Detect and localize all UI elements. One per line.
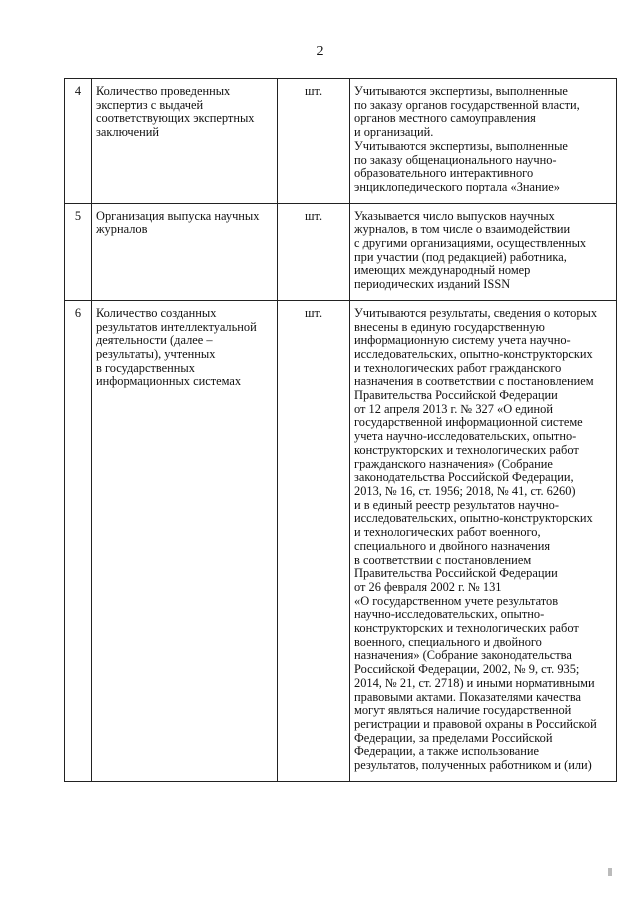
indicator-note-line: в соответствии с постановлением bbox=[354, 552, 532, 567]
indicator-note-line: Правительства Российской Федерации bbox=[354, 388, 558, 403]
indicator-note-line: с другими организациями, осуществленных bbox=[354, 236, 587, 251]
indicator-note-line: могут являться наличие государственной bbox=[354, 703, 572, 718]
indicator-note-line: при участии (под редакцией) работника, bbox=[354, 249, 567, 264]
indicator-note bbox=[350, 300, 617, 781]
table-row bbox=[65, 79, 617, 204]
indicator-name-line: соответствующих экспертных bbox=[96, 111, 255, 126]
row-number: 5 bbox=[65, 203, 92, 300]
indicator-note-line: Федерации, за пределами Российской bbox=[354, 730, 553, 745]
indicator-note-line: информационную систему учета научно- bbox=[354, 333, 571, 348]
indicator-note-line: правовыми актами. Показателями качества bbox=[354, 689, 582, 704]
indicator-name-line: заключений bbox=[96, 125, 160, 140]
page-number: 2 bbox=[316, 44, 324, 59]
indicator-name bbox=[92, 300, 278, 781]
indicator-note-line: назначения в соответствии с постановлением bbox=[354, 374, 594, 389]
indicator-note-line: Учитываются результаты, сведения о которых bbox=[354, 305, 598, 320]
scan-mark bbox=[608, 868, 612, 876]
indicator-note-line: по заказу общенационального научно- bbox=[354, 152, 557, 167]
indicator-note-line: внесены в единую государственную bbox=[354, 319, 545, 334]
indicator-note-line: энциклопедического портала «Знание» bbox=[354, 179, 561, 194]
indicator-note-line: и технологических работ гражданского bbox=[354, 360, 562, 375]
table-row bbox=[65, 203, 617, 300]
indicator-name-line: журналов bbox=[96, 222, 148, 237]
indicator-note-line: органов местного самоуправления bbox=[354, 111, 536, 126]
indicator-note-line: и в единый реестр результатов научно- bbox=[354, 497, 560, 512]
unit-of-measure: шт. bbox=[278, 300, 350, 781]
indicator-note-line: конструкторских и технологических работ bbox=[354, 442, 579, 457]
indicator-note-line: специального и двойного назначения bbox=[354, 538, 551, 553]
indicator-note-line: Учитываются экспертизы, выполненные bbox=[354, 84, 568, 98]
indicator-note-line: периодических изданий ISSN bbox=[354, 277, 511, 292]
indicator-note-line: государственной информационной системе bbox=[354, 415, 583, 430]
indicator-note-line: имеющих международный номер bbox=[354, 263, 531, 278]
indicators-table bbox=[64, 78, 617, 782]
indicator-name bbox=[92, 203, 278, 300]
unit-of-measure: шт. bbox=[278, 203, 350, 300]
unit-of-measure: шт. bbox=[278, 79, 350, 204]
indicator-name-line: Количество проведенных bbox=[96, 84, 231, 98]
indicator-note-line: конструкторских и технологических работ bbox=[354, 621, 579, 636]
indicator-note-line: законодательства Российской Федерации, bbox=[354, 470, 574, 485]
indicator-note-line: от 26 февраля 2002 г. № 131 bbox=[354, 579, 502, 594]
indicator-note-line: образовательного интерактивного bbox=[354, 166, 534, 181]
indicator-note-line: исследовательских, опытно-конструкторских bbox=[354, 511, 593, 526]
indicator-note-line: Российской Федерации, 2002, № 9, ст. 935; bbox=[354, 662, 580, 677]
indicator-note-line: военного, специального и двойного bbox=[354, 634, 542, 649]
indicator-note-line: «О государственном учете результатов bbox=[354, 593, 559, 608]
indicator-note-line: Правительства Российской Федерации bbox=[354, 566, 558, 581]
indicator-note-line: Учитываются экспертизы, выполненные bbox=[354, 138, 568, 153]
indicator-name-line: Организация выпуска научных bbox=[96, 208, 260, 223]
indicator-name-line: информационных системах bbox=[96, 374, 242, 389]
indicator-note-line: учета научно-исследовательских, опытно- bbox=[354, 429, 577, 444]
indicator-name-line: результаты), учтенных bbox=[96, 346, 216, 361]
indicator-name-line: в государственных bbox=[96, 360, 195, 375]
indicator-name bbox=[92, 79, 278, 204]
row-number: 4 bbox=[65, 79, 92, 204]
indicator-note-line: 2013, № 16, ст. 1956; 2018, № 41, ст. 6260) bbox=[354, 483, 576, 498]
indicator-note-line: гражданского назначения» (Собрание bbox=[354, 456, 553, 471]
indicator-note-line: и организаций. bbox=[354, 125, 434, 140]
indicator-note-line: по заказу органов государственной власти, bbox=[354, 97, 580, 112]
indicator-note bbox=[350, 79, 617, 204]
indicator-note-line: от 12 апреля 2013 г. № 327 «О единой bbox=[354, 401, 554, 416]
indicator-name-line: деятельности (далее – bbox=[96, 333, 213, 348]
indicator-name-line: экспертиз с выдачей bbox=[96, 97, 204, 112]
table-body bbox=[65, 79, 617, 782]
indicator-note-line: и технологических работ военного, bbox=[354, 525, 541, 540]
indicator-note-line: исследовательских, опытно-конструкторских bbox=[354, 346, 593, 361]
indicator-note-line: журналов, в том числе о взаимодействии bbox=[354, 222, 571, 237]
indicator-name-line: Количество созданных bbox=[96, 305, 217, 320]
indicator-note-line: Федерации, а также использование bbox=[354, 744, 539, 759]
row-number: 6 bbox=[65, 300, 92, 781]
indicator-note-line: научно-исследовательских, опытно- bbox=[354, 607, 545, 622]
table-row bbox=[65, 300, 617, 781]
indicator-name-line: результатов интеллектуальной bbox=[96, 319, 257, 334]
indicator-note-line: назначения» (Собрание законодательства bbox=[354, 648, 572, 663]
indicator-note-line: Указывается число выпусков научных bbox=[354, 208, 555, 223]
indicator-note-line: результатов, полученных работником и (или) bbox=[354, 758, 592, 773]
indicator-note bbox=[350, 203, 617, 300]
indicator-note-line: регистрации и правовой охраны в Российской bbox=[354, 716, 597, 731]
indicator-note-line: 2014, № 21, ст. 2718) и иными нормативными bbox=[354, 675, 595, 690]
